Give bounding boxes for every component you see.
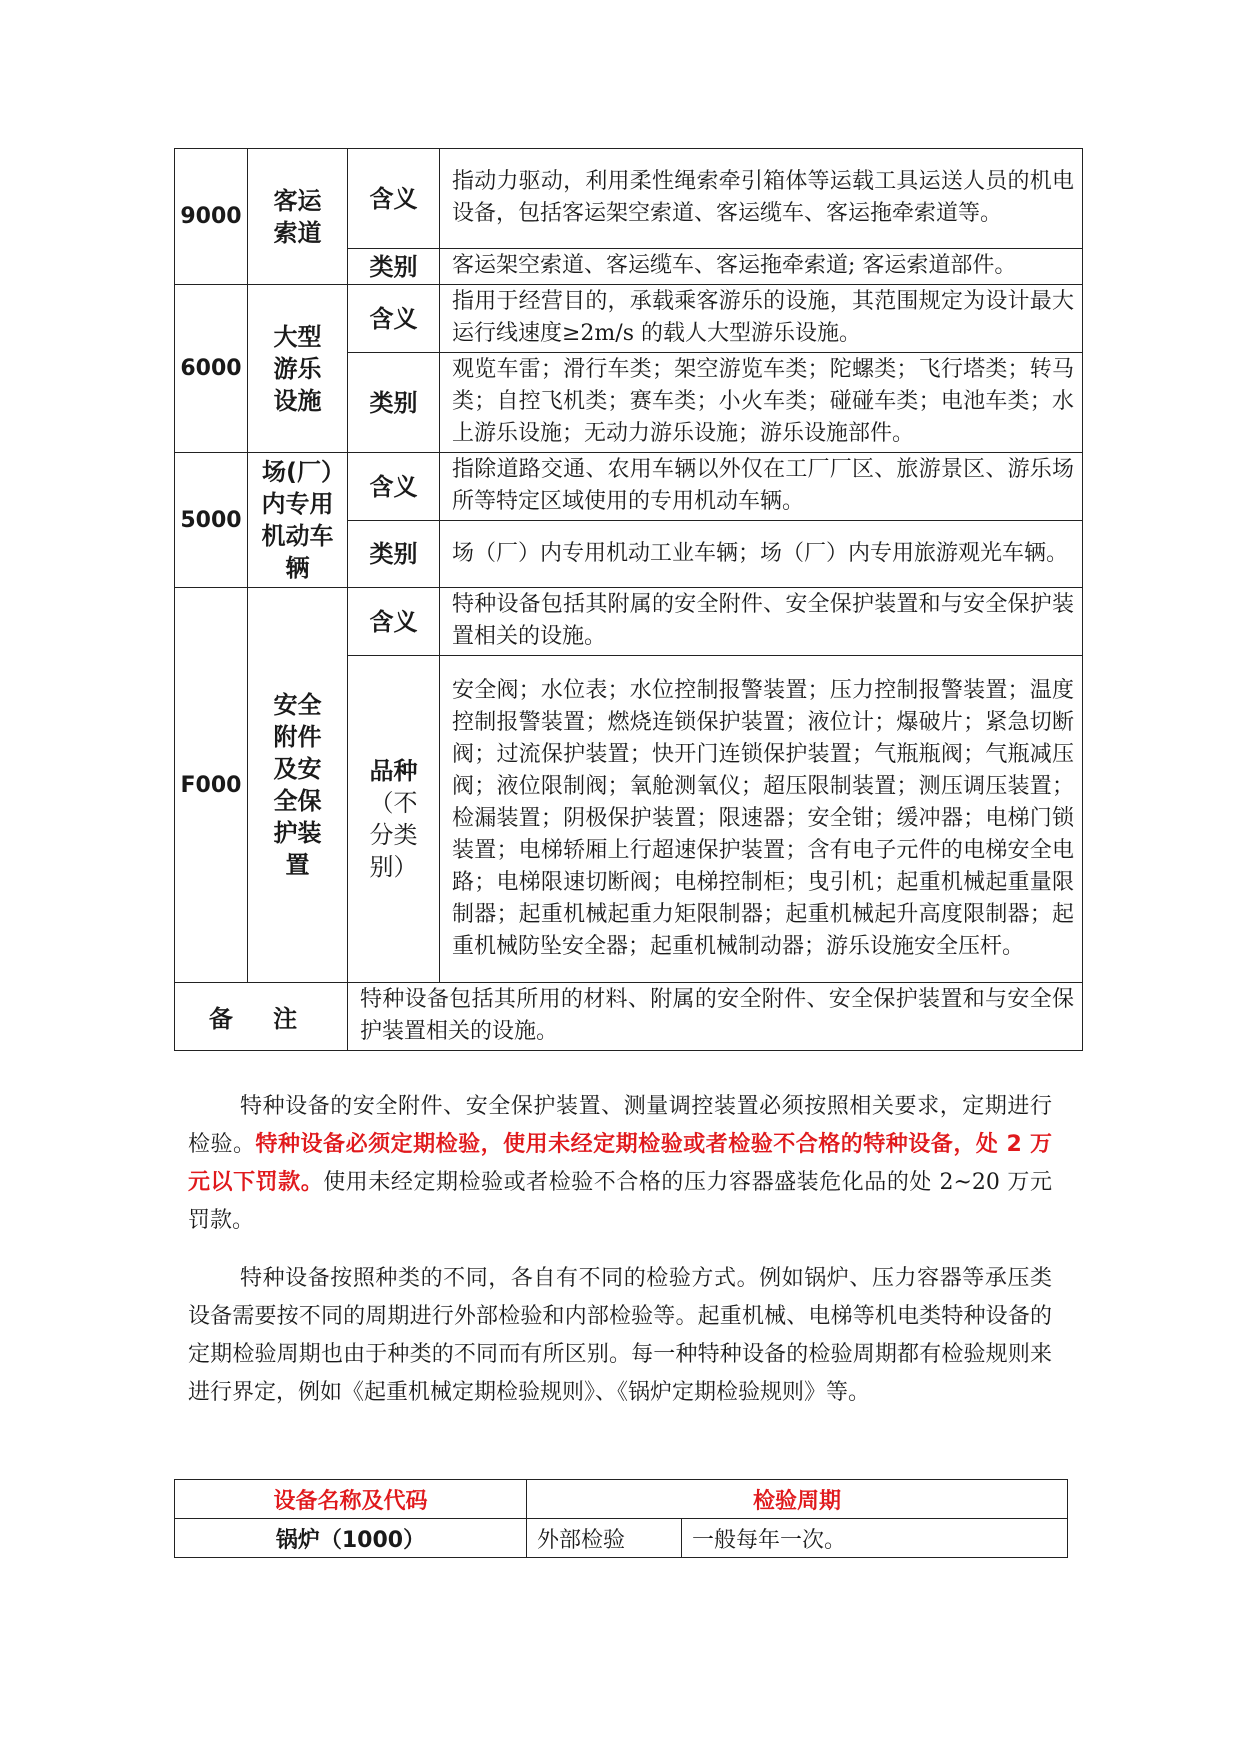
note-row bbox=[175, 983, 1083, 1051]
highlighted-penalty: 特种设备必须定期检验，使用未经定期检验或者检验不合格的特种设备，处 2 万元以下罚款。 bbox=[188, 1132, 1052, 1195]
meaning-text: 特种设备包括其附属的安全附件、安全保护装置和与安全保护装置相关的设施。 bbox=[440, 588, 1083, 656]
equipment-code: 6000 bbox=[175, 285, 248, 453]
paragraph-inspection-requirement bbox=[188, 1088, 1052, 1240]
category-text: 安全阀；水位表；水位控制报警装置；压力控制报警装置；温度控制报警装置；燃烧连锁保护装置；液位计；爆破片；紧急切断阀；过流保护装置；快开门连锁保护装置；气瓶瓶阀；气瓶减压阀；液位限制阀；氧舱测氧仪；超压限制装置；测压调压装置；检漏装置；阴极保护装置；限速器；安全钳；缓冲器；电梯门锁装置；电梯轿厢上行超速保护装置；含有电子元件的电梯安全电路；电梯限速切断阀；电梯控制柜；曳引机；起重机械起重量限制器；起重机械起重力矩限制器；起重机械起升高度限制器；起重机械防坠安全器；起重机械制动器；游乐设施安全压杆。 bbox=[440, 656, 1083, 983]
header-device: 设备名称及代码 bbox=[175, 1480, 527, 1519]
note-text: 特种设备包括其所用的材料、附属的安全附件、安全保护装置和与安全保护装置相关的设施。 bbox=[348, 983, 1083, 1051]
note-label: 备 注 bbox=[175, 983, 348, 1051]
equipment-code: F000 bbox=[175, 588, 248, 983]
meaning-label: 含义 bbox=[348, 285, 440, 353]
category-label: 类别 bbox=[348, 353, 440, 453]
device-name: 锅炉（1000） bbox=[175, 1519, 527, 1558]
category-text: 客运架空索道、客运缆车、客运拖牵索道; 客运索道部件。 bbox=[440, 249, 1083, 285]
meaning-label: 含义 bbox=[348, 453, 440, 521]
variety-label: 品种 bbox=[369, 757, 418, 785]
meaning-text: 指除道路交通、农用车辆以外仅在工厂厂区、旅游景区、游乐场所等特定区域使用的专用机动车辆。 bbox=[440, 453, 1083, 521]
table-row bbox=[175, 453, 1083, 521]
equipment-name: 场(厂）内专用机动车辆 bbox=[248, 453, 348, 588]
inspection-period: 一般每年一次。 bbox=[682, 1519, 1068, 1558]
meaning-label: 含义 bbox=[348, 149, 440, 249]
inspection-table bbox=[174, 1479, 1068, 1558]
paragraph-inspection-methods: 特种设备按照种类的不同，各自有不同的检验方式。例如锅炉、压力容器等承压类设备需要按不同的周期进行外部检验和内部检验等。起重机械、电梯等机电类特种设备的定期检验周期也由于种类的不同而有所区别。每一种特种设备的检验周期都有检验规则来进行界定，例如《起重机械定期检验规则》、《锅炉定期检验规则》等。 bbox=[188, 1266, 1052, 1405]
equipment-name: 大型游乐设施 bbox=[248, 285, 348, 453]
meaning-label: 含义 bbox=[348, 588, 440, 656]
equipment-code: 9000 bbox=[175, 149, 248, 285]
table-row bbox=[175, 588, 1083, 656]
table-row bbox=[175, 149, 1083, 249]
category-text: 场（厂）内专用机动工业车辆；场（厂）内专用旅游观光车辆。 bbox=[440, 521, 1083, 588]
variety-sublabel: （不分类别） bbox=[369, 789, 418, 881]
paragraph-tail: 使用未经定期检验或者检验不合格的压力容器盛装危化品的处 2~20 万元罚款。 bbox=[188, 1170, 1052, 1233]
equipment-name: 客运索道 bbox=[248, 149, 348, 285]
category-label: 类别 bbox=[348, 521, 440, 588]
equipment-code: 5000 bbox=[175, 453, 248, 588]
category-label: 类别 bbox=[348, 249, 440, 285]
paragraph-lead: 特种设备的安全附件、安全保护装置、测量调控装置必须按照相关要求，定期进行检验。 bbox=[188, 1094, 1052, 1157]
table-row bbox=[175, 1519, 1068, 1558]
inspection-type: 外部检验 bbox=[527, 1519, 682, 1558]
meaning-text: 指动力驱动，利用柔性绳索牵引箱体等运载工具运送人员的机电设备，包括客运架空索道、客运缆车、客运拖牵索道等。 bbox=[440, 149, 1083, 249]
table-header-row bbox=[175, 1480, 1068, 1519]
meaning-text: 指用于经营目的，承载乘客游乐的设施，其范围规定为设计最大运行线速度≥2m/s 的载人大型游乐设施。 bbox=[440, 285, 1083, 353]
classification-table bbox=[174, 148, 1083, 1051]
header-period: 检验周期 bbox=[527, 1480, 1068, 1519]
equipment-name: 安全附件及安全保护装置 bbox=[248, 588, 348, 983]
category-text: 观览车雷；滑行车类；架空游览车类；陀螺类；飞行塔类；转马类；自控飞机类；赛车类；小火车类；碰碰车类；电池车类；水上游乐设施；无动力游乐设施；游乐设施部件。 bbox=[440, 353, 1083, 453]
table-row bbox=[175, 285, 1083, 353]
variety-label-cell bbox=[348, 656, 440, 983]
